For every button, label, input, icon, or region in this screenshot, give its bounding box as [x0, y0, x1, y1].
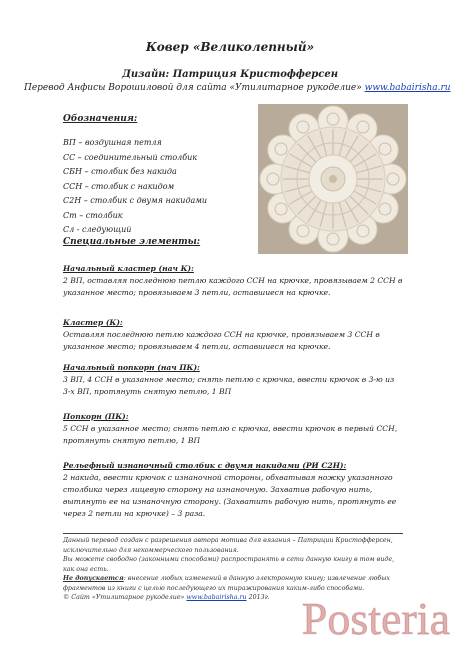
site-link[interactable]: www.babairisha.ru: [364, 83, 451, 93]
section-text: 5 ССН в указанное место; снять петлю с крючка, ввести крючок в первый ССН, протянуть снятую петлю, 1 ВП: [63, 424, 398, 445]
svg-text:Posteria: Posteria: [301, 593, 450, 642]
section-title: Попкорн (ПК):: [63, 412, 129, 421]
footer-line: Данный перевод создан с разрешения автора мотива для вязания – Патриции Кристофферсен, исключительно для некоммерческого пользования.: [63, 537, 393, 554]
posteria-watermark: [185, 592, 455, 642]
legend-item: Ст – столбик: [63, 210, 123, 220]
special-section: [63, 411, 403, 447]
section-title: Кластер (К):: [63, 318, 123, 327]
legend-item: ССН – столбик с накидом: [63, 181, 175, 191]
section-title: Начальный попкорн (нач ПК):: [63, 363, 200, 372]
restriction-label: Не допускается: [63, 575, 124, 582]
legend-list: [63, 136, 207, 238]
translation-text: Перевод Анфисы Ворошиловой для сайта «Утилитарное рукоделие»: [24, 83, 365, 93]
doily-photo: [258, 104, 408, 254]
special-section: [63, 460, 403, 520]
legend-item: С2Н – столбик с двумя накидами: [63, 196, 208, 205]
section-text: 2 ВП, оставляя последнюю петлю каждого ССН на крючке, провязываем 2 ССН в указанное место; провязываем 3 петли, оставшиеся на крючке.: [63, 276, 403, 297]
section-title: Рельефный изнаночный столбик с двумя накидами (РИ С2Н):: [63, 461, 347, 470]
translation-credit: [24, 83, 451, 93]
special-section: [63, 263, 403, 299]
restriction-text: : внесение любых изменений в данную электронную книгу; извлечение любых фрагментов из книги с целью последующего их тиражирования каким-либо способами.: [63, 575, 390, 592]
page-title: Ковер «Великолепный»: [145, 40, 315, 54]
legend-item: СБН – столбик без накида: [63, 167, 177, 176]
footer-site-link[interactable]: www.babairisha.ru: [186, 594, 247, 601]
section-text: 3 ВП, 4 ССН в указанное место; снять петлю с крючка, ввести крючок в 3-ю из 3-х ВП, протянуть снятую петлю, 1 ВП: [63, 375, 395, 396]
special-section: [63, 362, 403, 398]
legend-heading: Обозначения:: [63, 114, 138, 124]
legend-item: Сл - следующий: [63, 225, 132, 234]
special-heading: Специальные элементы:: [63, 237, 201, 247]
copyright-year: 2013г.: [246, 594, 270, 601]
special-section: [63, 317, 403, 353]
section-text: Оставляя последнюю петлю каждого ССН на крючке, провязываем 3 ССН в указанное место; провязываем 4 петли, оставшиеся на крючке.: [63, 330, 380, 351]
section-text: 2 накида, ввести крючок с изнаночной стороны, обхватывая ножку указанного столбика через лицевую сторону на изнаночную. Захватив рабочую нить, вытянуть ее на изнаночную сторону. (Захватить рабочую нить, протянуть ее через 2 петли на крючке) – 3 раза.: [63, 473, 397, 518]
design-credit: Дизайн: Патриция Кристофферсен: [121, 69, 339, 80]
section-title: Начальный кластер (нач К):: [63, 264, 194, 273]
footer-line: Вы можете свободно (законными способами) распространять в сети данную книгу в том виде, как она есть.: [63, 556, 395, 573]
legend-item: СС – соединительный столбик: [63, 152, 198, 162]
footer-restriction: [63, 574, 403, 593]
legend-item: ВП – воздушная петля: [63, 138, 162, 147]
copyright-prefix: © Сайт «Утилитарное рукоделие»: [63, 594, 187, 601]
